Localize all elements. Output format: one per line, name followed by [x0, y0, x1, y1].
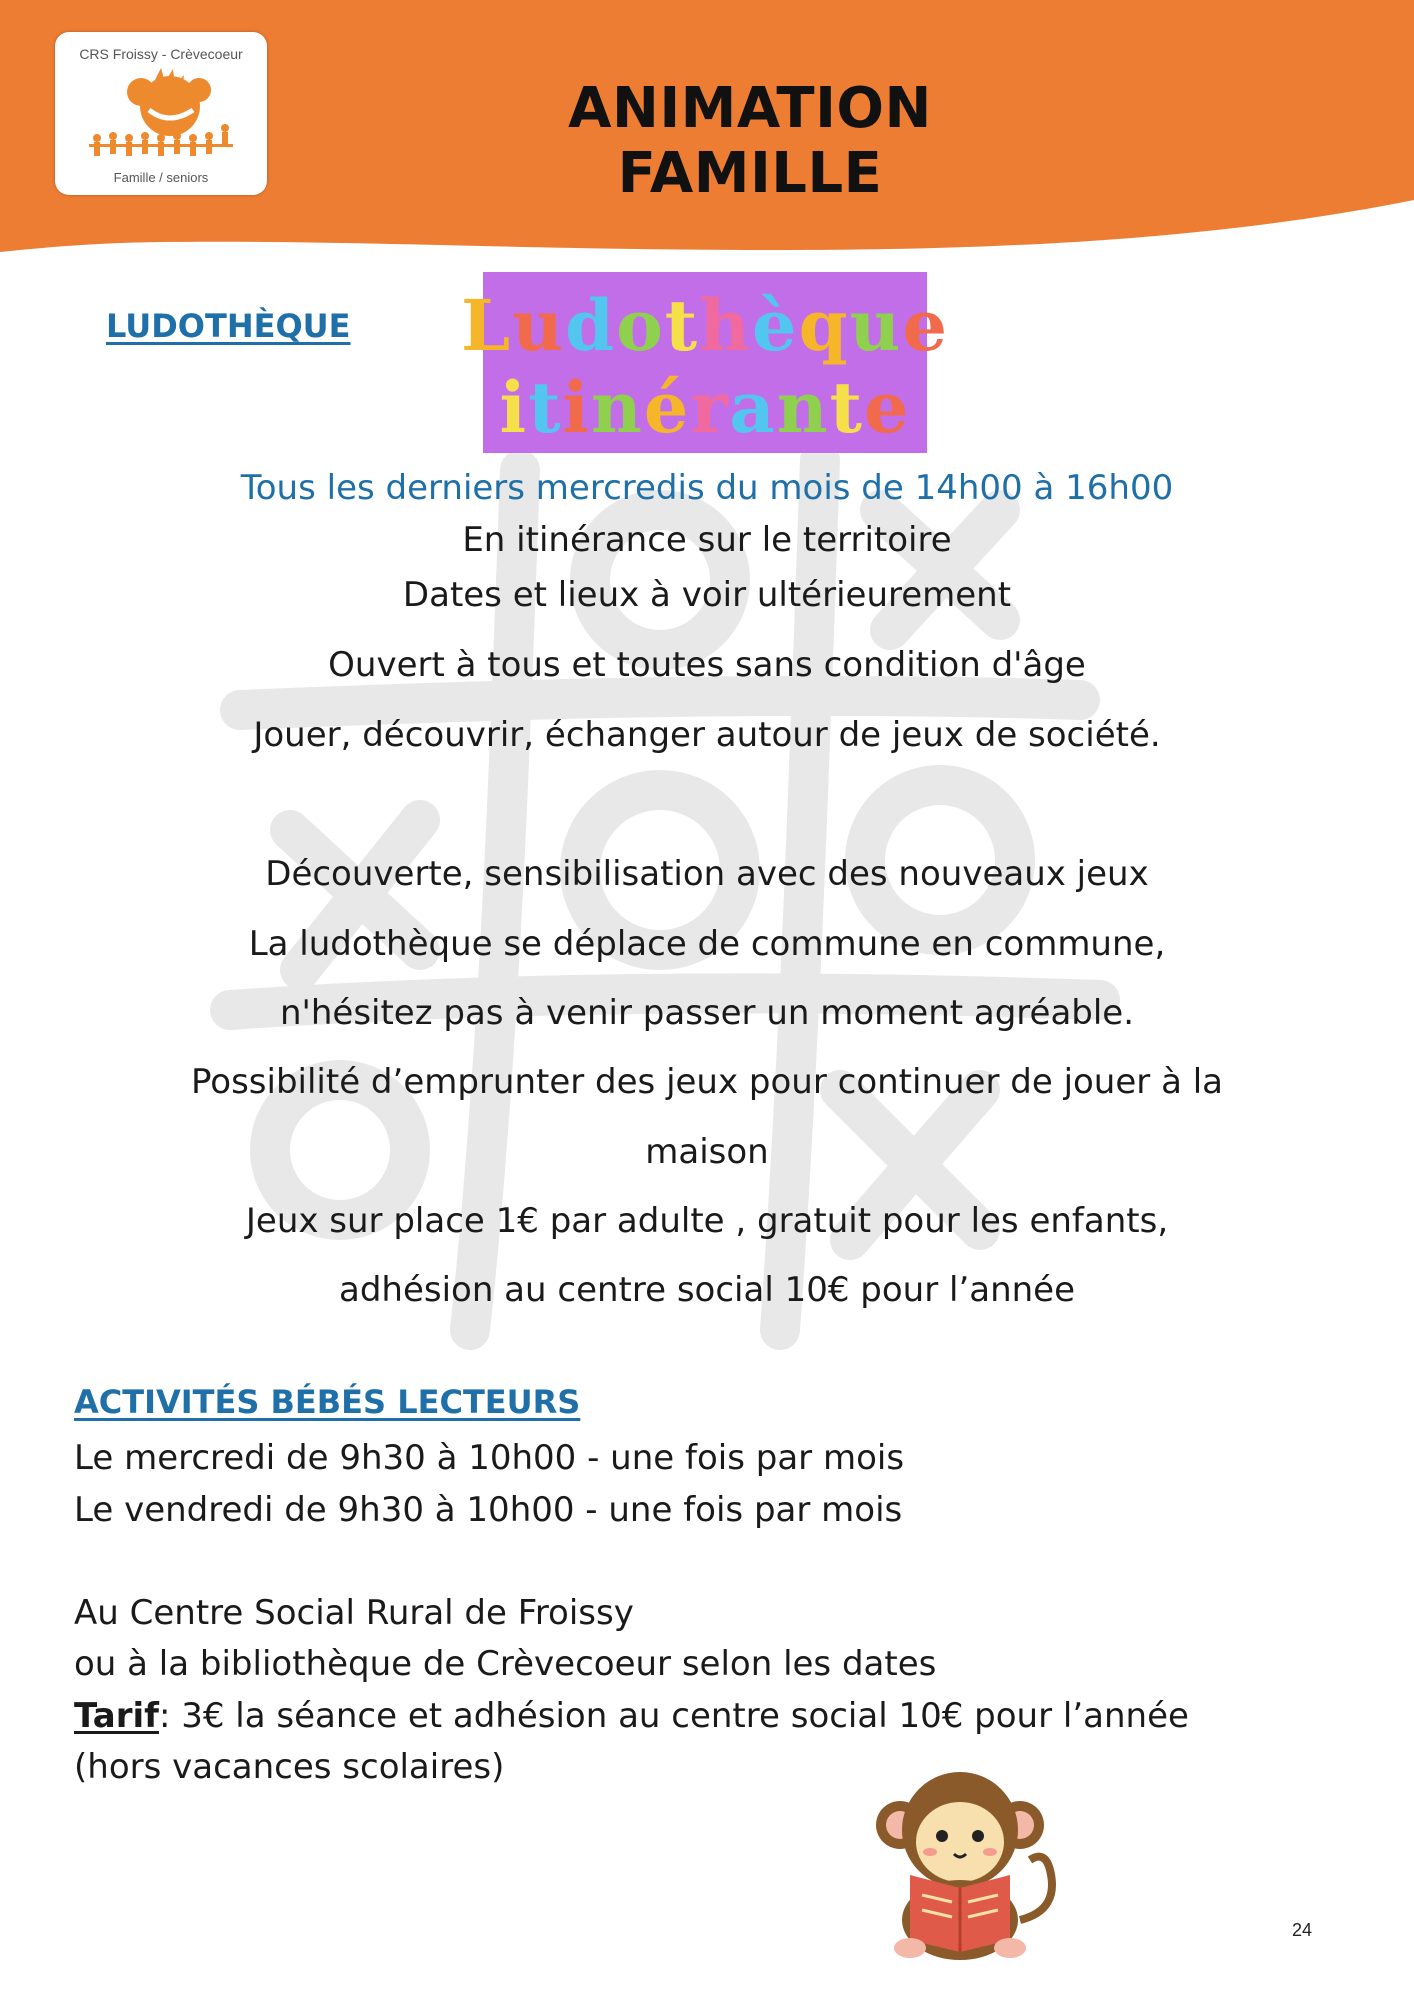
ludotheque-line: Découverte, sensibilisation avec des nouveaux jeux	[265, 854, 1149, 894]
banner-line2: itinérante	[499, 366, 911, 449]
bebes-tarif-line	[74, 1694, 1189, 1738]
ludotheque-line: Jeux sur place 1€ par adulte , gratuit pour les enfants,	[245, 1201, 1169, 1241]
ludotheque-line: maison	[645, 1132, 769, 1172]
ludotheque-banner	[461, 272, 949, 453]
bebes-place-line: Au Centre Social Rural de Froissy	[74, 1593, 634, 1633]
bebes-place-line: ou à la bibliothèque de Crèvecoeur selon les dates	[74, 1644, 937, 1684]
logo-family-icon	[75, 66, 247, 170]
ludotheque-line: La ludothèque se déplace de commune en commune,	[248, 924, 1166, 964]
ludotheque-line: Jouer, découvrir, échanger autour de jeux de société.	[253, 715, 1161, 755]
bebes-lecteurs-heading: ACTIVITÉS BÉBÉS LECTEURS	[74, 1383, 581, 1421]
banner-line1: Ludothèque	[461, 284, 949, 367]
ludotheque-line: Ouvert à tous et toutes sans condition d'âge	[328, 645, 1086, 685]
ludotheque-line: adhésion au centre social 10€ pour l’année	[338, 1270, 1076, 1310]
bebes-tarif-note: (hors vacances scolaires)	[74, 1747, 505, 1787]
logo-top-text: CRS Froissy - Crèvecoeur	[79, 46, 243, 62]
ludotheque-line: Possibilité d’emprunter des jeux pour continuer de jouer à la	[190, 1062, 1223, 1102]
bebes-schedule-line: Le vendredi de 9h30 à 10h00 - une fois par mois	[74, 1490, 903, 1530]
page-number: 24	[1292, 1920, 1313, 1940]
ludotheque-heading: LUDOTHÈQUE	[106, 307, 351, 345]
monkey-reading-icon	[870, 1770, 1070, 1960]
ludotheque-schedule: Tous les derniers mercredis du mois de 14h00 à 16h00	[240, 468, 1174, 508]
tarif-text: : 3€ la séance et adhésion au centre social 10€ pour l’année	[158, 1696, 1189, 1736]
ludotheque-line: n'hésitez pas à venir passer un moment agréable.	[279, 993, 1135, 1033]
tarif-label: Tarif	[74, 1696, 159, 1736]
bebes-schedule-line: Le mercredi de 9h30 à 10h00 - une fois par mois	[74, 1438, 905, 1478]
page-title: ANIMATION FAMILLE	[568, 76, 932, 206]
ludotheque-line: Dates et lieux à voir ultérieurement	[402, 575, 1012, 615]
organization-logo	[55, 32, 267, 195]
ludotheque-line: En itinérance sur le territoire	[462, 520, 952, 560]
logo-bottom-text: Famille / seniors	[113, 170, 209, 185]
ludotheque-banner-text	[461, 272, 949, 453]
